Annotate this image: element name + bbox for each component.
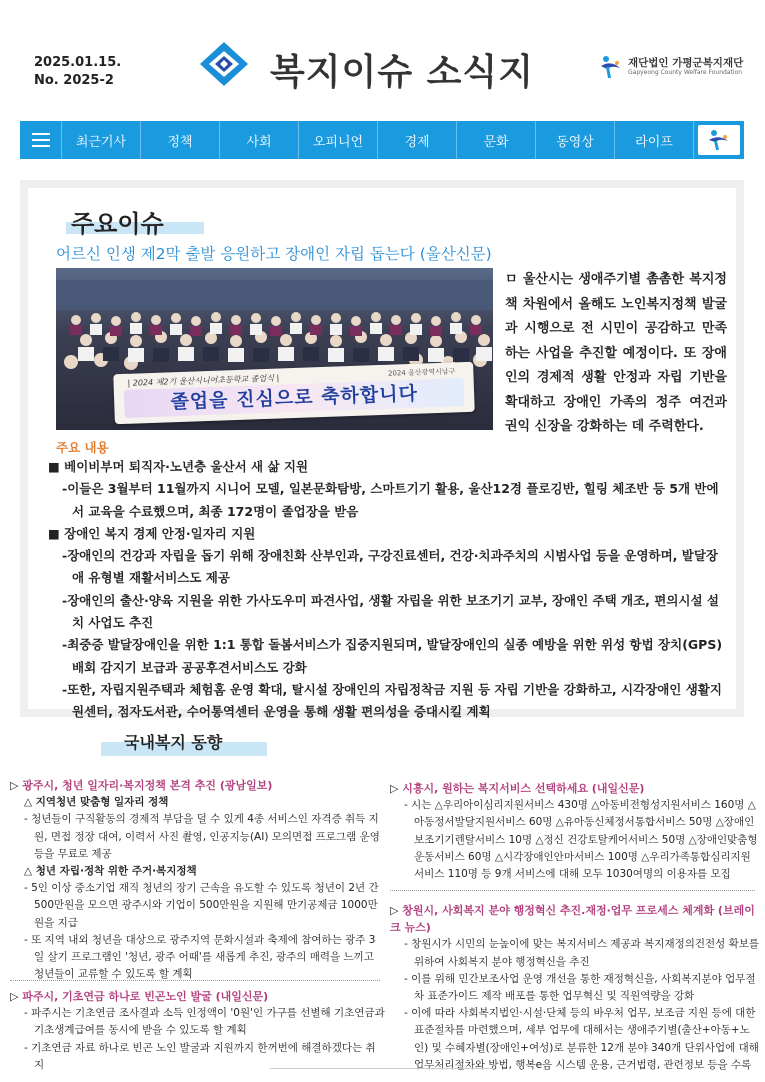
news-detail: - 5인 이상 중소기업 재직 청년의 장기 근속을 유도할 수 있도록 청년이 2년 간 500만원을 모으면 광주시와 기업이 500만원을 지원해 만기공제금 1000만원을 지급	[24, 882, 379, 929]
banner-message: 졸업을 진심으로 축하합니다	[124, 378, 465, 418]
news-item-paju	[10, 988, 385, 1074]
hamburger-menu-icon[interactable]	[20, 121, 62, 159]
issue-date-block	[34, 54, 121, 90]
content-heading: ■ 장애인 복지 경제 안정·일자리 지원	[48, 525, 256, 541]
nav-item-video[interactable]: 동영상	[536, 121, 615, 159]
main-issue-title: 주요이슈	[71, 210, 164, 238]
banner-event-name: | 2024 제2기 울산시니어초등학교 졸업식 |	[127, 373, 280, 388]
nav-item-economy[interactable]: 경제	[378, 121, 457, 159]
news-title[interactable]: ▷ 파주시, 기초연금 하나로 빈곤노인 발굴 (내일신문)	[10, 988, 385, 1005]
foundation-logo-icon	[598, 54, 624, 80]
nav-item-opinion[interactable]: 오피니언	[299, 121, 378, 159]
issue-number: No. 2025-2	[34, 73, 114, 88]
news-detail: - 창원시가 시민의 눈높이에 맞는 복지서비스 제공과 복지재정의건전성 확보를 위하여 사회복지 분야 행정혁신을 추진	[404, 938, 760, 968]
issue-date: 2025.01.15.	[34, 55, 122, 70]
main-issue-headline[interactable]: 어르신 인생 제2막 출발 응원하고 장애인 자립 돕는다 (울산신문)	[56, 245, 492, 263]
nav-home-logo[interactable]	[698, 125, 740, 155]
issue-summary: ㅁ 울산시는 생애주기별 촘촘한 복지정책 차원에서 올해도 노인복지정책 발굴과 시행으로 전 시민이 공감하고 만족하는 사업을 추진할 예정이다. 또 장애인의 경제적 생활 안정과 자립 기반을 확대하고 장애인 가족의 정주 여건과 권익 신장을 강화하는 데 주력한다.	[505, 272, 727, 434]
news-title[interactable]: ▷ 창원시, 사회복지 분야 행정혁신 추진.재정·업무 프로세스 체계화 (브레이크 뉴스)	[390, 902, 760, 936]
content-detail: -이들은 3월부터 11월까지 시니어 모델, 일본문화탐방, 스마트기기 활용, 울산12경 플로깅반, 힐링 체조반 등 5개 반에서 교육을 수료했으며, 최종 172명이 졸업장을 받음	[62, 481, 719, 519]
graduation-photo	[56, 268, 493, 430]
content-detail: -장애인의 출산·양육 지원을 위한 가사도우미 파견사업, 생활 자립을 위한 보조기기 교부, 장애인 주택 개조, 편의시설 설치 사업도 추진	[62, 592, 719, 631]
news-detail: - 이를 위해 민간보조사업 운영 개선을 통한 재정혁신을, 사회복지분야 업무절차 표준가이드 제작 배포를 통한 업무혁신 및 직원역량을 강화	[404, 972, 756, 1003]
nav-item-recent[interactable]: 최근기사	[62, 121, 141, 159]
news-detail: - 또 지역 내외 청년을 대상으로 광주지역 문화시설과 축제에 참여하는 광주 3일 살기 프로그램인 '청년, 광주 어때'를 새롭게 추진, 광주의 매력을 느끼고 청년들이 교류할 수 있도록 할 계획	[24, 933, 376, 981]
organization-name: 재단법인 가평군복지재단	[628, 57, 744, 69]
banner-organizer: 2024 울산광역시남구	[387, 367, 456, 378]
news-item-siheung	[390, 780, 760, 883]
diamond-logo-icon	[195, 40, 253, 88]
newsletter-title: 복지이슈 소식지	[270, 52, 534, 93]
domestic-trends-title: 국내복지 동향	[124, 733, 223, 752]
news-subheading: △ 지역청년 맞춤형 일자리 정책	[24, 796, 169, 809]
main-issue-panel	[20, 180, 744, 720]
content-detail: -장애인의 건강과 자립을 돕기 위해 장애친화 산부인과, 구강진료센터, 건강·치과주치의 시범사업 등을 운영하며, 발달장애 유형별 재활서비스도 제공	[62, 548, 719, 586]
news-detail: - 시는 △우리아이심리지원서비스 430명 △아동비전형성지원서비스 160명 △아동정서발달지원서비스 60명 △유아동신체정서통합서비스 50명 △장애인보조기기렌탈서비스 10명 △정신 건강토탈케어서비스 50명 △장애인맞춤형운동서비스 60명 △시각장애인안마서비스 100명 △우리가족통합심리지원서비스 110명 등 9개 서비스에 대해 모두 1030여명의 이용자를 모집	[404, 799, 758, 881]
news-item-gwangju	[10, 777, 385, 983]
news-title[interactable]: ▷ 광주시, 청년 일자리·복지정책 본격 추진 (광남일보)	[10, 777, 385, 794]
news-title[interactable]: ▷ 시흥시, 원하는 복지서비스 선택하세요 (내일신문)	[390, 780, 760, 797]
news-detail: - 파주시는 기초연금 조사결과 소득 인정액이 '0원'인 가구를 선별해 기초연금과 기초생계급여를 동시에 받을 수 있도록 할 계획	[24, 1007, 385, 1037]
foundation-logo-icon	[706, 129, 732, 151]
content-detail: -최중증 발달장애인을 위한 1:1 통합 돌봄서비스가 집중지원되며, 발달장애인의 실종 예방을 위한 위성 항법 장치(GPS) 배회 감지기 보급과 공공후견서비스도 강화	[62, 637, 723, 675]
page-footer-line	[270, 1068, 495, 1069]
news-detail: - 기초연금 자료 하나로 빈곤 노인 발굴과 지원까지 한꺼번에 해결하겠다는 취지	[24, 1041, 376, 1071]
content-detail: -또한, 자립지원주택과 체험홈 운영 확대, 탈시설 장애인의 자립정착금 지원 등 자립 기반을 강화하고, 시각장애인 생활지원센터, 점자도서관, 수어통역센터 운영을 통해 생활 편의성을 증대시킬 계획	[62, 681, 722, 720]
category-nav	[20, 121, 744, 159]
news-detail: - 청년들이 구직활동의 경제적 부담을 덜 수 있게 4종 서비스인 자격증 취득 지원, 면접 정장 대여, 이력서 사진 촬영, 인공지능(AI) 모의면접 프로그램 운영 등을 무료로 제공	[24, 813, 380, 860]
nav-item-policy[interactable]: 정책	[141, 121, 220, 159]
news-subheading: △ 청년 자립·정착 위한 주거·복지정책	[24, 865, 197, 878]
nav-item-society[interactable]: 사회	[220, 121, 299, 159]
masthead	[0, 0, 765, 110]
organization-logo	[598, 52, 758, 82]
news-detail: - 이에 따라 사회복지법인·시설·단체 등의 바우처 업무, 보조금 지원 등에 대한 표준절차를 마련했으며, 세부 업무에 대해서는 생애주기별(출산+아동+노인) 및 수혜자별(장애인+여성)로 분류한 12개 분야 340개 단위사업에 대해 업무처리절차와 방법, 행복e음 시스템 운용, 근거법령, 관련정보 등을 수록	[404, 1007, 759, 1071]
key-content-list	[48, 456, 728, 724]
content-heading: ■ 베이비부머 퇴직자·노년층 울산서 새 삶 지원	[48, 459, 309, 474]
nav-item-culture[interactable]: 문화	[457, 121, 536, 159]
organization-name-en: Gapyeong County Welfare Foundation	[628, 69, 742, 76]
news-divider	[10, 980, 380, 981]
nav-item-life[interactable]: 라이프	[615, 121, 694, 159]
news-divider	[390, 890, 755, 891]
news-item-changwon	[390, 902, 760, 1074]
key-content-label: 주요 내용	[56, 440, 109, 455]
